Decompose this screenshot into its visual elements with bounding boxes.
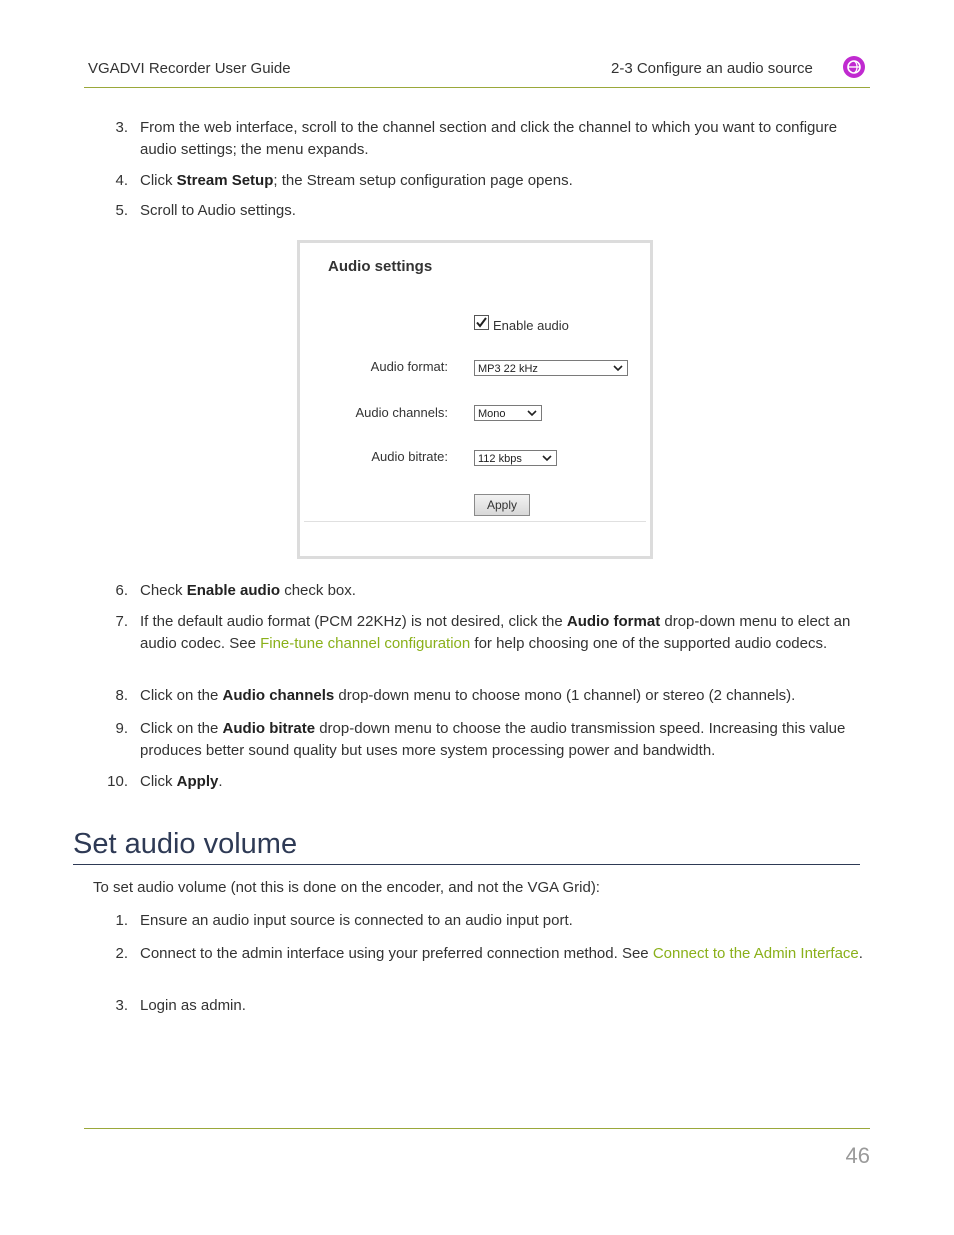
brand-logo-icon	[842, 55, 866, 79]
step-text: Ensure an audio input source is connected to an audio input port.	[140, 912, 573, 929]
step-text: Scroll to Audio settings.	[140, 202, 296, 219]
audio-format-label: Audio format:	[370, 359, 448, 374]
enable-audio-label: Enable audio	[493, 318, 569, 333]
step-text: Check Enable audio check box.	[140, 582, 356, 599]
audio-bitrate-select[interactable]: 112 kbps	[474, 450, 557, 466]
step-number: 10.	[107, 773, 128, 790]
fine-tune-link[interactable]: Fine-tune channel configuration	[260, 635, 471, 652]
step-text: If the default audio format (PCM 22KHz) is not desired, click the Audio format drop-down menu to elect an audio codec. See Fine-tune channel configuration for help choosing one of the supported audio codecs.	[140, 613, 851, 652]
enable-audio-checkbox[interactable]	[474, 315, 489, 330]
step-number: 1.	[115, 912, 128, 929]
section-title-header: 2-3 Configure an audio source	[611, 60, 813, 77]
step-number: 7.	[115, 613, 128, 630]
step-text: Click Stream Setup; the Stream setup configuration page opens.	[140, 172, 573, 189]
step-number: 3.	[115, 997, 128, 1014]
apply-button[interactable]: Apply	[474, 494, 530, 516]
step-number: 3.	[115, 119, 128, 136]
step-number: 6.	[115, 582, 128, 599]
section-heading: Set audio volume	[73, 828, 298, 860]
header-rule	[84, 87, 870, 88]
audio-channels-label: Audio channels:	[355, 405, 448, 420]
audio-settings-screenshot	[297, 240, 653, 559]
step-text: Click on the Audio bitrate drop-down menu to choose the audio transmission speed. Increasing this value produces better sound quality but uses more system processing power and bandwidth.	[140, 720, 846, 759]
step-number: 2.	[115, 945, 128, 962]
step-number: 8.	[115, 687, 128, 704]
page-number: 46	[845, 1143, 870, 1168]
chevron-down-icon	[542, 451, 552, 465]
checkmark-icon	[475, 316, 488, 329]
heading-rule	[73, 864, 860, 865]
footer-rule	[84, 1128, 870, 1129]
audio-settings-title: Audio settings	[328, 258, 433, 275]
step-text: From the web interface, scroll to the channel section and click the channel to which you want to configure audio settings; the menu expands.	[140, 119, 838, 158]
intro-paragraph: To set audio volume (not this is done on the encoder, and not the VGA Grid):	[93, 879, 600, 896]
step-number: 4.	[115, 172, 128, 189]
panel-divider	[304, 521, 646, 522]
chevron-down-icon	[613, 361, 623, 375]
step-text: Click Apply.	[140, 773, 223, 790]
audio-format-select[interactable]: MP3 22 kHz	[474, 360, 628, 376]
step-number: 9.	[115, 720, 128, 737]
step-number: 5.	[115, 202, 128, 219]
connect-admin-link[interactable]: Connect to the Admin Interface	[652, 945, 859, 962]
guide-title: VGADVI Recorder User Guide	[88, 60, 291, 77]
audio-bitrate-label: Audio bitrate:	[371, 449, 448, 464]
step-text: Connect to the admin interface using your preferred connection method. See Connect to the Admin Interface.	[140, 945, 863, 962]
chevron-down-icon	[527, 406, 537, 420]
audio-channels-select[interactable]: Mono	[474, 405, 542, 421]
step-text: Login as admin.	[140, 997, 246, 1014]
step-text: Click on the Audio channels drop-down menu to choose mono (1 channel) or stereo (2 channels).	[140, 687, 796, 704]
